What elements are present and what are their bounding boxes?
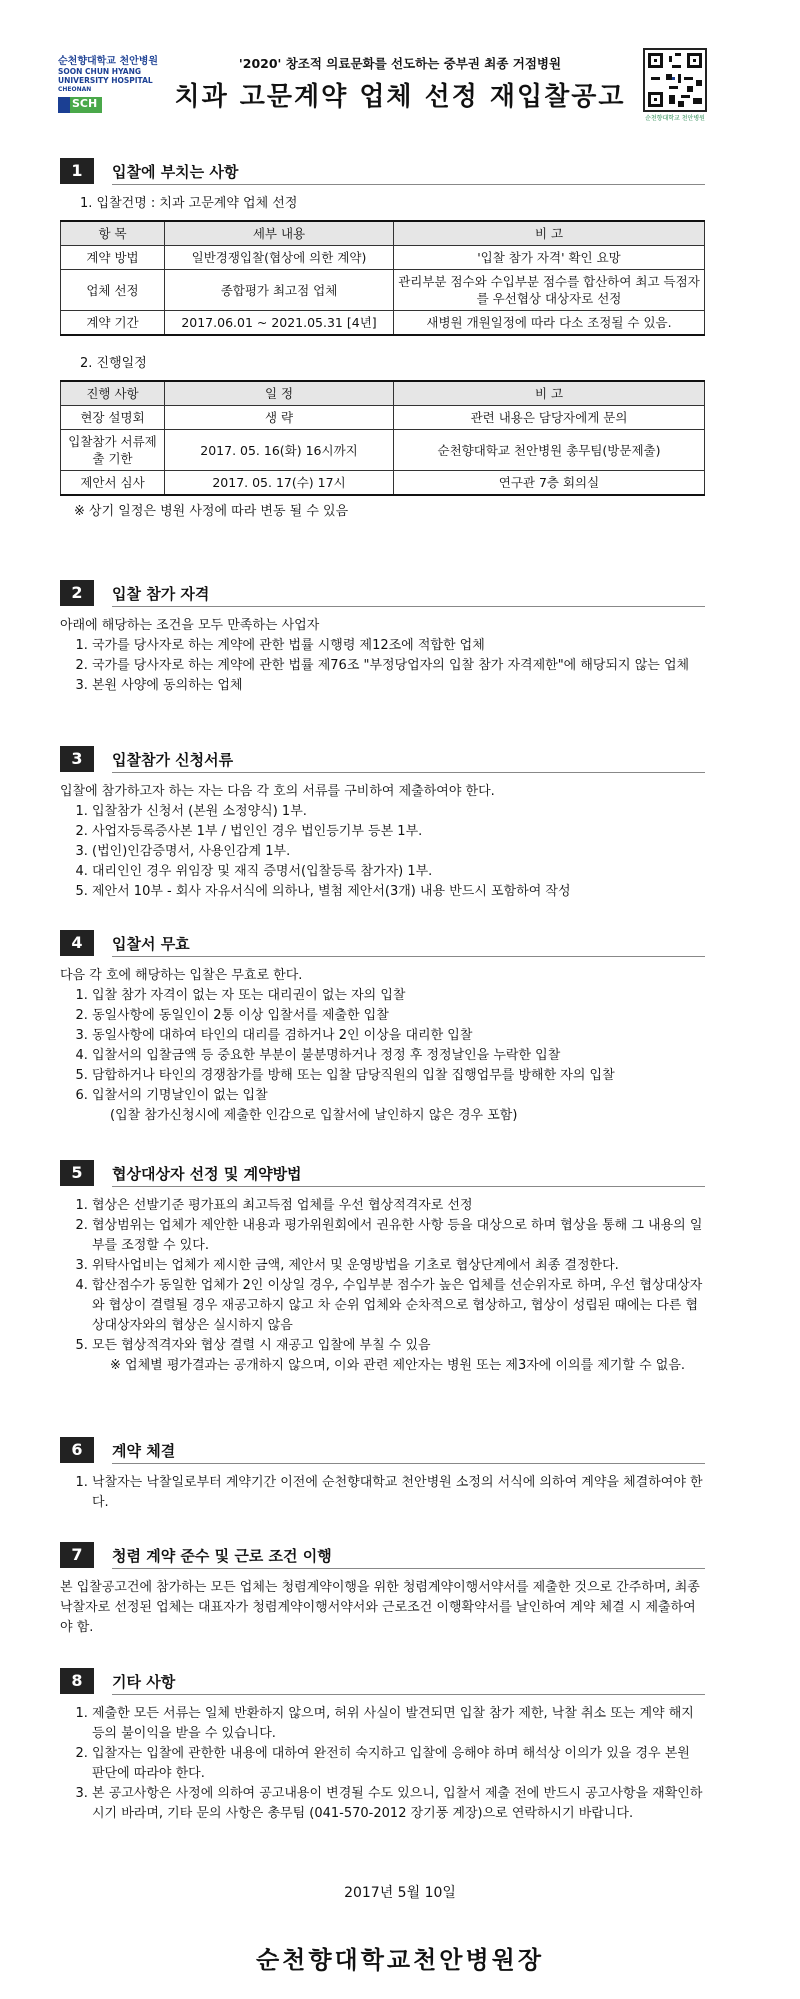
logo-english-1: SOON CHUN HYANG: [58, 67, 142, 76]
section-number: 5: [60, 1160, 94, 1186]
documents-list: [60, 802, 705, 902]
table-header: 비 고: [394, 381, 705, 406]
section-number: 2: [60, 580, 94, 606]
section-number: 3: [60, 746, 94, 772]
qr-caption: 순천향대학교 천안병원: [645, 115, 705, 122]
table-header: 진행 사항: [61, 381, 165, 406]
section-divider: [112, 772, 705, 773]
table-cell: 종합평가 최고점 업체: [165, 270, 394, 311]
section-number: 6: [60, 1437, 94, 1463]
section-2: [60, 580, 705, 696]
list-item: 1. 낙찰자는 낙찰일로부터 계약기간 이전에 순천향대학교 천안병원 소정의 서식에 의하여 계약을 체결하여야 한다.: [92, 1473, 705, 1513]
section-title: 입찰참가 신청서류: [112, 751, 234, 769]
section-divider: [112, 956, 705, 957]
list-item: 5. 담합하거나 타인의 경쟁참가를 방해 또는 입찰 담당직원의 입찰 집행업무를 방해한 자의 입찰: [92, 1066, 705, 1086]
qr-code-icon: [643, 48, 707, 112]
list-item: 3. 본원 사양에 동의하는 업체: [92, 676, 705, 696]
section-intro: 다음 각 호에 해당하는 입찰은 무효로 한다.: [60, 968, 303, 983]
list-item: 3. 위탁사업비는 업체가 제시한 금액, 제안서 및 운영방법을 기초로 협상단계에서 최종 결정한다.: [92, 1256, 705, 1276]
table-cell: 순천향대학교 천안병원 총무팀(방문제출): [394, 430, 705, 471]
section-divider: [112, 184, 705, 185]
section-title: 입찰서 무효: [112, 935, 190, 953]
table-cell: 새병원 개원일정에 따라 다소 조정될 수 있음.: [394, 311, 705, 336]
table-row: [61, 471, 705, 496]
table-cell: 연구관 7층 회의실: [394, 471, 705, 496]
list-item: 2. 사업자등록증사본 1부 / 법인인 경우 법인등기부 등본 1부.: [92, 822, 705, 842]
section-divider: [112, 1463, 705, 1464]
table-cell: 계약 방법: [61, 246, 165, 270]
section-title: 입찰에 부치는 사항: [112, 163, 239, 181]
section-divider: [112, 1186, 705, 1187]
table-header-row: [61, 221, 705, 246]
table-row: [61, 246, 705, 270]
section-1-heading: [60, 158, 705, 184]
table-cell: 관련 내용은 담당자에게 문의: [394, 406, 705, 430]
section-4: [60, 930, 705, 1126]
table-header: 항 목: [61, 221, 165, 246]
list-item: 3. 동일사항에 대하여 타인의 대리를 겸하거나 2인 이상을 대리한 입찰: [92, 1026, 705, 1046]
contract-list: [60, 1473, 705, 1513]
section-intro: 입찰에 참가하고자 하는 자는 다음 각 호의 서류를 구비하여 제출하여야 한다.: [60, 784, 495, 799]
list-item: 2. 동일사항에 동일인이 2통 이상 입찰서를 제출한 입찰: [92, 1006, 705, 1026]
section-3-heading: [60, 746, 705, 772]
section-8-heading: [60, 1668, 705, 1694]
schedule-table: [60, 380, 705, 496]
list-item: 1. 협상은 선발기준 평가표의 최고득점 업체를 우선 협상적격자로 선정: [92, 1196, 705, 1216]
table-cell: 생 략: [165, 406, 394, 430]
section-5: [60, 1160, 705, 1376]
list-item: 1. 국가를 당사자로 하는 계약에 관한 법률 시행령 제12조에 적합한 업체: [92, 636, 705, 656]
section-4-heading: [60, 930, 705, 956]
section-number: 4: [60, 930, 94, 956]
table-cell: '입찰 참가 자격' 확인 요망: [394, 246, 705, 270]
table-cell: 2017. 05. 17(수) 17시: [165, 471, 394, 496]
table-row: [61, 270, 705, 311]
invalid-bids-list: [60, 986, 705, 1106]
bid-name: 1. 입찰건명 : 치과 고문계약 업체 선정: [80, 196, 298, 211]
document-subtitle: '2020' 창조적 의료문화를 선도하는 중부권 최종 거점병원: [238, 56, 562, 71]
table-cell: 제안서 심사: [61, 471, 165, 496]
section-7-heading: [60, 1542, 705, 1568]
logo-english-2: UNIVERSITY HOSPITAL: [58, 76, 153, 85]
document-header: [0, 0, 800, 140]
table-cell: 일반경쟁입찰(협상에 의한 계약): [165, 246, 394, 270]
list-item: 3. 본 공고사항은 사정에 의하여 공고내용이 변경될 수도 있으니, 입찰서 제출 전에 반드시 공고사항을 재확인하시기 바라며, 기타 문의 사항은 총무팀 (041-570-2012 장기풍 계장)으로 연락하시기 바랍니다.: [92, 1784, 705, 1824]
contract-table: [60, 220, 705, 336]
list-item: 1. 입찰 참가 자격이 없는 자 또는 대리권이 없는 자의 입찰: [92, 986, 705, 1006]
section-title: 기타 사항: [112, 1673, 176, 1691]
section-divider: [112, 1694, 705, 1695]
section-5-heading: [60, 1160, 705, 1186]
section-title: 입찰 참가 자격: [112, 585, 210, 603]
section-7: [60, 1542, 705, 1638]
evaluation-note: ※ 업체별 평가결과는 공개하지 않으며, 이와 관련 제안자는 병원 또는 제3자에 이의를 제기할 수 없음.: [110, 1358, 686, 1373]
table-header-row: [61, 381, 705, 406]
section-1: [60, 158, 705, 522]
table-cell: 계약 기간: [61, 311, 165, 336]
section-title: 계약 체결: [112, 1442, 176, 1460]
table-cell: 관리부분 점수와 수입부분 점수를 합산하여 최고 득점자를 우선협상 대상자로 선정: [394, 270, 705, 311]
section-2-heading: [60, 580, 705, 606]
list-sub-note: (입찰 참가신청시에 제출한 인감으로 입찰서에 날인하지 않은 경우 포함): [110, 1108, 518, 1123]
negotiation-list: [60, 1196, 705, 1356]
section-6: [60, 1437, 705, 1513]
list-item: 4. 합산점수가 동일한 업체가 2인 이상일 경우, 수입부분 점수가 높은 업체를 선순위자로 하며, 우선 협상대상자와 협상이 결렬될 경우 재공고하지 않고 차 순위 업체와 순차적으로 협상하고, 협상이 성립된 때에는 다른 협상대상자와의 협상은 실시하지 않음: [92, 1276, 705, 1336]
section-number: 7: [60, 1542, 94, 1568]
list-item: 2. 협상범위는 업체가 제안한 내용과 평가위원회에서 권유한 사항 등을 대상으로 하며 협상을 통해 그 내용의 일부를 조정할 수 있다.: [92, 1216, 705, 1256]
signature-line: 순천향대학교천안병원장: [255, 1945, 545, 1974]
other-matters-list: [60, 1704, 705, 1824]
list-item: 6. 입찰서의 기명날인이 없는 입찰: [92, 1086, 705, 1106]
section-title: 협상대상자 선정 및 계약방법: [112, 1165, 302, 1183]
table-header: 세부 내용: [165, 221, 394, 246]
list-item: 4. 입찰서의 입찰금액 등 중요한 부분이 불분명하거나 정정 후 정정날인을 누락한 입찰: [92, 1046, 705, 1066]
section-6-heading: [60, 1437, 705, 1463]
list-item: 5. 모든 협상적격자와 협상 결렬 시 재공고 입찰에 부칠 수 있음: [92, 1336, 705, 1356]
table-row: [61, 406, 705, 430]
logo-english-3: CHEONAN: [58, 86, 92, 93]
table-row: [61, 430, 705, 471]
list-item: 4. 대리인인 경우 위임장 및 재직 증명서(입찰등록 참가자) 1부.: [92, 862, 705, 882]
section-divider: [112, 1568, 705, 1569]
table-cell: 입찰참가 서류제출 기한: [61, 430, 165, 471]
list-item: 3. (법인)인감증명서, 사용인감계 1부.: [92, 842, 705, 862]
list-item: 1. 제출한 모든 서류는 일체 반환하지 않으며, 허위 사실이 발견되면 입찰 참가 제한, 낙찰 취소 또는 계약 해지 등의 불이익을 받을 수 있습니다.: [92, 1704, 705, 1744]
schedule-label: 2. 진행일정: [80, 356, 147, 371]
section-intro: 아래에 해당하는 조건을 모두 만족하는 사업자: [60, 618, 320, 633]
announcement-date: 2017년 5월 10일: [344, 1885, 456, 1901]
section-8: [60, 1668, 705, 1824]
sch-logo-mark: SCH: [58, 97, 102, 113]
schedule-note: ※ 상기 일정은 병원 사정에 따라 변동 될 수 있음: [74, 504, 349, 519]
section-title: 청렴 계약 준수 및 근로 조건 이행: [112, 1547, 332, 1565]
logo-korean: 순천향대학교 천안병원: [58, 56, 159, 67]
qualification-list: [60, 636, 705, 696]
table-cell: 업체 선정: [61, 270, 165, 311]
document-title: 치과 고문계약 업체 선정 재입찰공고: [174, 82, 626, 112]
list-item: 5. 제안서 10부 - 회사 자유서식에 의하나, 별첨 제안서(3개) 내용 반드시 포함하여 작성: [92, 882, 705, 902]
table-cell: 2017. 05. 16(화) 16시까지: [165, 430, 394, 471]
section-number: 8: [60, 1668, 94, 1694]
table-header: 비 고: [394, 221, 705, 246]
table-row: [61, 311, 705, 336]
list-item: 2. 국가를 당사자로 하는 계약에 관한 법률 제76조 "부정당업자의 입찰 참가 자격제한"에 해당되지 않는 업체: [92, 656, 705, 676]
list-item: 1. 입찰참가 신청서 (본원 소정양식) 1부.: [92, 802, 705, 822]
table-header: 일 정: [165, 381, 394, 406]
section-3: [60, 746, 705, 902]
list-item: 2. 입찰자는 입찰에 관한한 내용에 대하여 완전히 숙지하고 입찰에 응해야 하며 해석상 이의가 있을 경우 본원 판단에 따라야 한다.: [92, 1744, 705, 1784]
table-cell: 현장 설명회: [61, 406, 165, 430]
integrity-text: 본 입찰공고건에 참가하는 모든 업체는 청렴계약이행을 위한 청렴계약이행서약서를 제출한 것으로 간주하며, 최종 낙찰자로 선정된 업체는 대표자가 청렴계약이행서약서와 근로조건 이행확약서를 날인하여 계약 체결 시 제출하여야 함.: [60, 1580, 700, 1635]
section-number: 1: [60, 158, 94, 184]
section-divider: [112, 606, 705, 607]
table-cell: 2017.06.01 ~ 2021.05.31 [4년]: [165, 311, 394, 336]
